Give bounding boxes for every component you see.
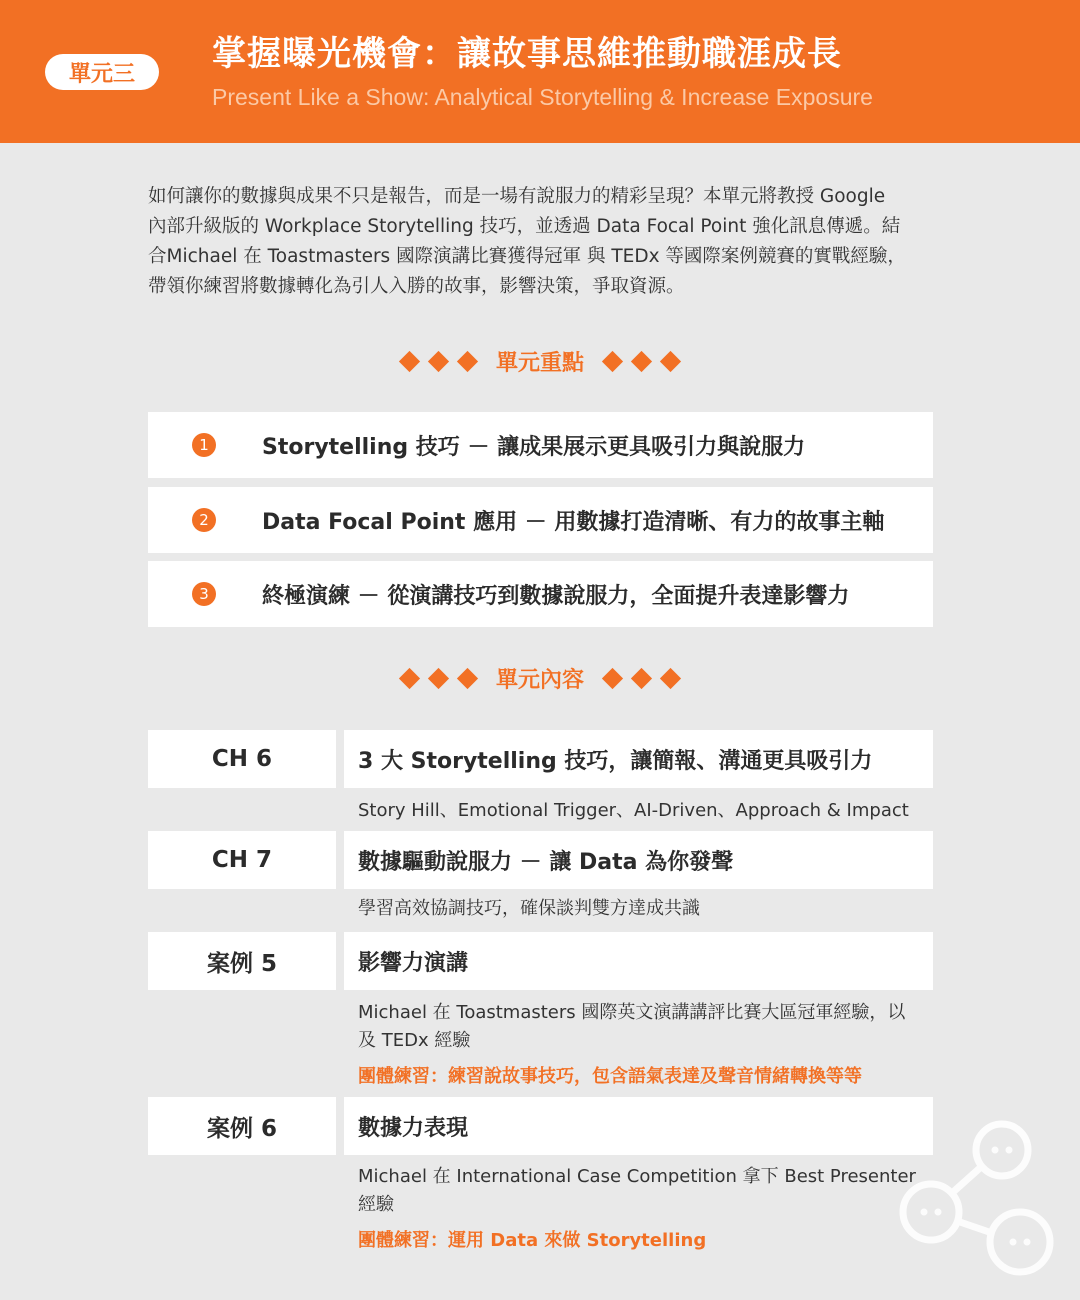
unit-badge: 單元三 <box>45 54 159 90</box>
diamond-icon <box>457 351 478 372</box>
diamond-icon <box>631 351 652 372</box>
diamond-icon <box>428 351 449 372</box>
diamond-group-left <box>399 671 478 686</box>
page-subtitle: Present Like a Show: Analytical Storytelling & Increase Exposure <box>212 84 873 110</box>
key-point-card <box>148 487 933 553</box>
chapter-description: Michael 在 Toastmasters 國際英文演講講評比賽大區冠軍經驗，以及 TEDx 經驗 <box>358 1002 906 1051</box>
group-practice-note: 團體練習：練習說故事技巧，包含語氣表達及聲音情緒轉換等等 <box>358 1066 862 1087</box>
key-points-heading <box>0 346 1080 377</box>
diamond-icon <box>428 668 449 689</box>
page-title: 掌握曝光機會：讓故事思維推動職涯成長 <box>212 34 842 74</box>
number-badge-icon: 2 <box>192 508 216 532</box>
key-point-text: 終極演練 － 從演講技巧到數據說服力，全面提升表達影響力 <box>262 583 850 609</box>
intro-line: 內部升級版的 Workplace Storytelling 技巧，並透過 Data Focal Point 強化訊息傳遞。結 <box>148 216 901 237</box>
chapter-title: 影響力演講 <box>344 932 933 990</box>
diamond-icon <box>631 668 652 689</box>
key-point-card <box>148 412 933 478</box>
contents-heading <box>0 663 1080 694</box>
diamond-icon <box>602 668 623 689</box>
key-point-text: Storytelling 技巧 － 讓成果展示更具吸引力與說服力 <box>262 434 806 460</box>
number-badge-icon: 3 <box>192 582 216 606</box>
diamond-icon <box>602 351 623 372</box>
diamond-icon <box>399 668 420 689</box>
chapter-label: CH 7 <box>148 831 336 889</box>
number-badge-icon: 1 <box>192 433 216 457</box>
intro-line: 帶領你練習將數據轉化為引人入勝的故事，影響決策，爭取資源。 <box>148 276 685 297</box>
chapter-title: 數據力表現 <box>344 1097 933 1155</box>
group-practice-note: 團體練習：運用 Data 來做 Storytelling <box>358 1230 707 1251</box>
chapter-description: 學習高效協調技巧，確保談判雙方達成共識 <box>358 898 700 919</box>
chapter-description: Michael 在 International Case Competition 拿下 Best Presenter 經驗 <box>358 1166 916 1215</box>
key-points-heading-text: 單元重點 <box>495 351 584 376</box>
diamond-group-left <box>399 354 478 369</box>
chapter-label: CH 6 <box>148 730 336 788</box>
header-banner <box>0 0 1080 143</box>
share-icon <box>895 1115 1060 1280</box>
diamond-group-right <box>602 354 681 369</box>
diamond-icon <box>457 668 478 689</box>
chapter-title: 3 大 Storytelling 技巧，讓簡報、溝通更具吸引力 <box>344 730 933 788</box>
chapter-title: 數據驅動說服力 － 讓 Data 為你發聲 <box>344 831 933 889</box>
key-point-card <box>148 561 933 627</box>
chapter-label: 案例 6 <box>148 1097 336 1155</box>
chapter-label: 案例 5 <box>148 932 336 990</box>
diamond-icon <box>660 351 681 372</box>
intro-line: 合Michael 在 Toastmasters 國際演講比賽獲得冠軍 與 TEDx 等國際案例競賽的實戰經驗， <box>148 246 906 267</box>
diamond-group-right <box>602 671 681 686</box>
chapter-description: Story Hill、Emotional Trigger、AI-Driven、Approach & Impact <box>358 800 909 821</box>
diamond-icon <box>399 351 420 372</box>
diamond-icon <box>660 668 681 689</box>
contents-heading-text: 單元內容 <box>495 668 584 693</box>
key-point-text: Data Focal Point 應用 － 用數據打造清晰、有力的故事主軸 <box>262 509 885 535</box>
intro-line: 如何讓你的數據與成果不只是報告，而是一場有說服力的精彩呈現？本單元將教授 Google <box>148 186 886 207</box>
intro-paragraph <box>148 182 938 302</box>
